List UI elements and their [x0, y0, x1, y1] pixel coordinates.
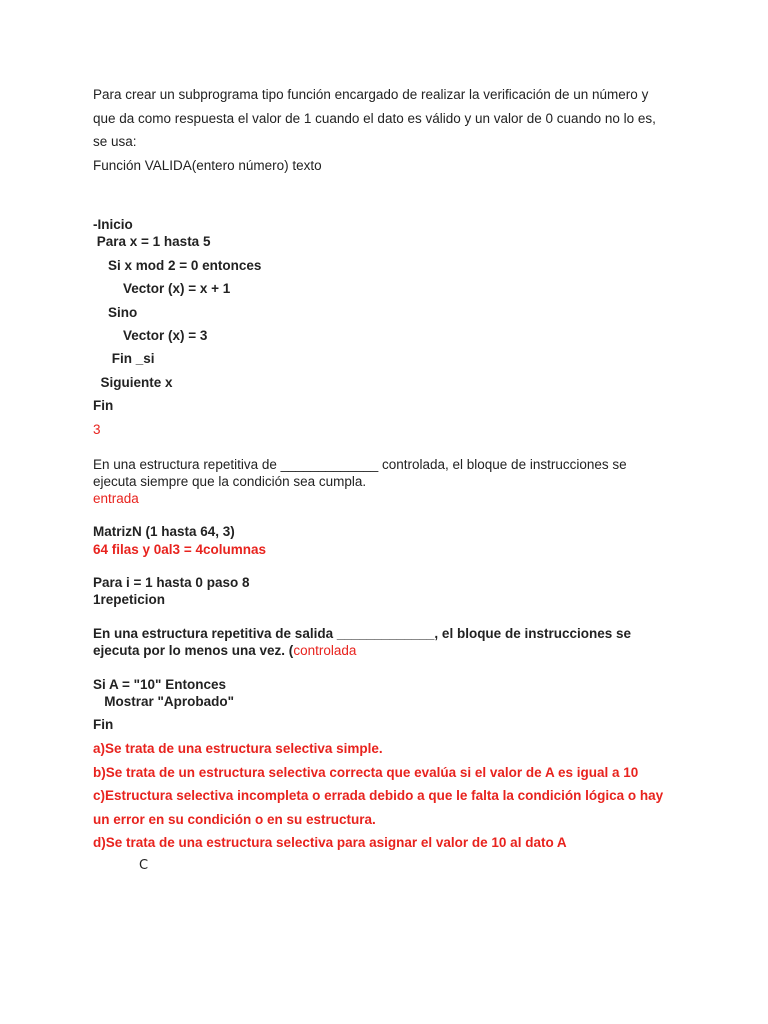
question3-answer: controlada	[293, 643, 357, 658]
matrix-line: MatrizN (1 hasta 64, 3)	[93, 524, 235, 539]
option-a: a)Se trata de una estructura selectiva simple.	[93, 741, 383, 756]
option-d: d)Se trata de una estructura selectiva para asignar el valor de 10 al dato A	[93, 835, 567, 850]
question2-answer: entrada	[93, 491, 139, 506]
algorithm-line: Sino	[93, 305, 138, 320]
algorithm-line: Fin _si	[93, 351, 155, 366]
question2-line1: En una estructura repetitiva de _____________ controlada, el bloque de instrucciones se	[93, 457, 627, 472]
algorithm-line: -Inicio	[93, 217, 133, 232]
algorithm-line: Vector (x) = x + 1	[93, 281, 231, 296]
matrix-answer: 64 filas y 0al3 = 4columnas	[93, 542, 266, 557]
algorithm-line: Vector (x) = 3	[93, 328, 208, 343]
loop-answer: 1repeticion	[93, 592, 166, 607]
option-b: b)Se trata de un estructura selectiva correcta que evalúa si el valor de A es igual a 10	[93, 765, 639, 780]
algorithm-line: Si x mod 2 = 0 entonces	[93, 258, 262, 273]
question4-code: Mostrar "Aprobado"	[93, 694, 235, 709]
option-c-line1: c)Estructura selectiva incompleta o errada debido a que le falta la condición lógica o hay	[93, 788, 664, 803]
question4-answer: C	[139, 858, 149, 873]
question2-line2: ejecuta siempre que la condición sea cumpla.	[93, 474, 367, 489]
question3-line1: En una estructura repetitiva de salida _____________, el bloque de instrucciones se	[93, 626, 631, 641]
question1-line4: Función VALIDA(entero número) texto	[93, 158, 322, 173]
question3-text: ejecuta por lo menos una vez. (	[93, 643, 294, 658]
question1-line3: se usa:	[93, 134, 137, 149]
question3-line2	[93, 642, 356, 659]
question4-code: Fin	[93, 717, 114, 732]
question1-line2: que da como respuesta el valor de 1 cuando el dato es válido y un valor de 0 cuando no lo es,	[93, 111, 656, 126]
algorithm-answer: 3	[93, 422, 101, 437]
question4-code: Si A = "10" Entonces	[93, 677, 226, 692]
algorithm-line: Para x = 1 hasta 5	[93, 234, 211, 249]
question1-line1: Para crear un subprograma tipo función encargado de realizar la verificación de un número y	[93, 87, 649, 102]
algorithm-line: Siguiente x	[93, 375, 173, 390]
option-c-line2: un error en su condición o en su estructura.	[93, 812, 376, 827]
loop-line: Para i = 1 hasta 0 paso 8	[93, 575, 250, 590]
algorithm-line: Fin	[93, 398, 114, 413]
